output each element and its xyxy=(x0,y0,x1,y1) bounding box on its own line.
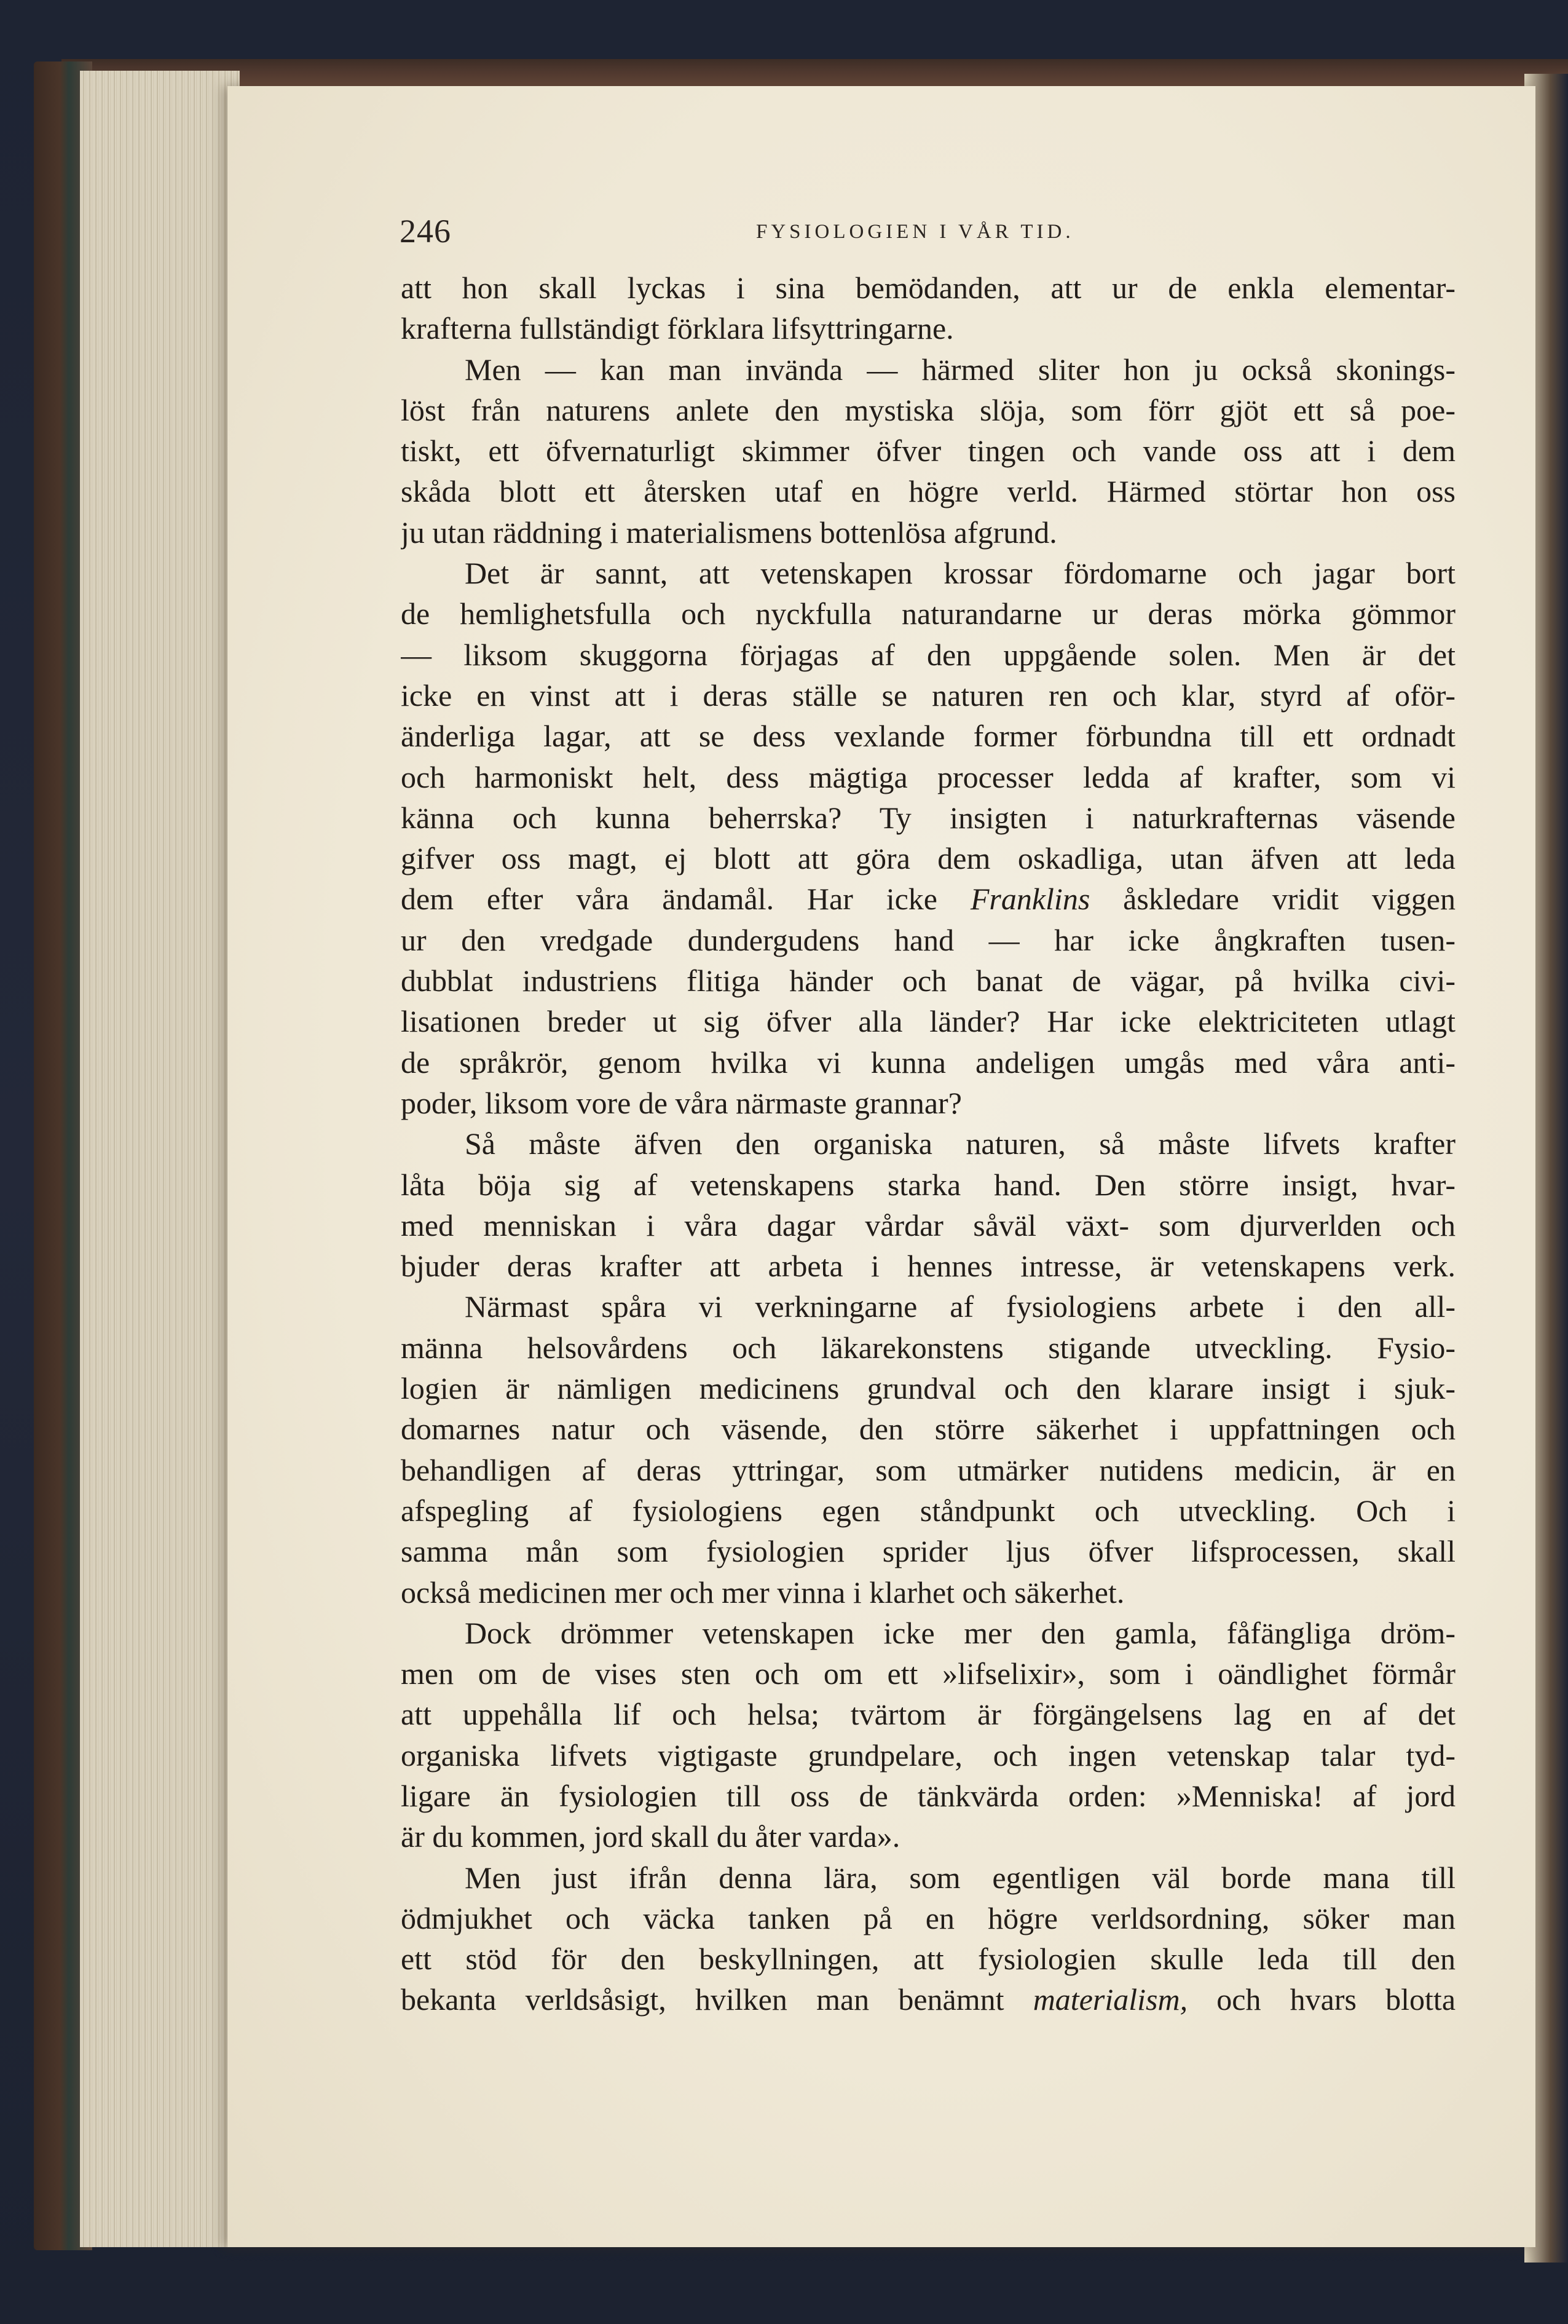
text-line: att hon skall lyckas i sina bemödanden, att ur de enkla elementar- xyxy=(401,271,1456,305)
text-line: Det är sannt, att vetenskapen krossar fördomarne och jagar bort xyxy=(465,556,1456,591)
text-line: och harmoniskt helt, dess mägtiga processer ledda af krafter, som vi xyxy=(401,759,1456,794)
text-line: männa helsovårdens och läkarekonstens stigande utveckling. Fysio- xyxy=(401,1330,1456,1365)
text-line: dubblat industriens flitiga händer och banat de vägar, på hvilka civi- xyxy=(401,963,1456,998)
text-line: Dock drömmer vetenskapen icke mer den gamla, fåfängliga dröm- xyxy=(465,1615,1456,1650)
text-line: Närmast spåra vi verkningarne af fysiologiens arbete i den all- xyxy=(465,1289,1456,1324)
text-line: med menniskan i våra dagar vårdar såväl växt- som djurverlden och xyxy=(401,1207,1456,1243)
text-line: Men — kan man invända — härmed sliter hon ju också skonings- xyxy=(465,352,1456,387)
text-line: tiskt, ett öfvernaturligt skimmer öfver tingen och vande oss att i dem xyxy=(401,433,1456,468)
text-line: ligare än fysiologien till oss de tänkvärda orden: »Menniska! af jord xyxy=(401,1778,1456,1813)
text-line-materialism xyxy=(401,1979,1456,2020)
text-line: att uppehålla lif och helsa; tvärtom är förgängelsens lag en af det xyxy=(401,1697,1456,1732)
text-line: krafterna fullständigt förklara lifsyttringarne. xyxy=(401,311,954,346)
page-stack-edges xyxy=(80,71,240,2247)
text-line: gifver oss magt, ej blott att göra dem oskadliga, utan äfven att leda xyxy=(401,841,1456,876)
text-line: också medicinen mer och mer vinna i klarhet och säkerhet. xyxy=(401,1575,1125,1610)
text-line: ett stöd för den beskyllningen, att fysiologien skulle leda till den xyxy=(401,1942,1456,1977)
materialism-italic: materialism, xyxy=(1033,1982,1188,2017)
text-line: — liksom skuggorna förjagas af den uppgående solen. Men är det xyxy=(401,637,1456,672)
franklins-italic: Franklins xyxy=(970,882,1090,917)
book-cover-top xyxy=(61,59,1568,90)
text-line: logien är nämligen medicinens grundval och den klarare insigt i sjuk- xyxy=(401,1371,1456,1406)
text-line: ju utan räddning i materialismens bottenlösa afgrund. xyxy=(401,515,1057,550)
text-line: afspegling af fysiologiens egen ståndpunkt och utveckling. Och i xyxy=(401,1493,1456,1528)
text-line: Men just ifrån denna lära, som egentligen väl borde mana till xyxy=(465,1860,1456,1895)
page-header xyxy=(400,212,1457,255)
text-line: poder, liksom vore de våra närmaste grannar? xyxy=(401,1085,962,1120)
text-line: lisationen breder ut sig öfver alla länder? Har icke elektriciteten utlagt xyxy=(401,1004,1456,1039)
text-line-franklins xyxy=(401,879,1456,919)
text-segment: dem efter våra ändamål. Har icke xyxy=(401,882,971,917)
text-line: bjuder deras krafter att arbeta i hennes intresse, är vetenskapens verk. xyxy=(401,1249,1456,1284)
text-line: samma mån som fysiologien sprider ljus öfver lifsprocessen, skall xyxy=(401,1534,1456,1569)
text-line: domarnes natur och väsende, den större säkerhet i uppfattningen och xyxy=(401,1412,1456,1447)
running-head: FYSIOLOGIEN I VÅR TID. xyxy=(756,221,1074,243)
text-line: ur den vredgade dundergudens hand — har icke ångkraften tusen- xyxy=(401,922,1456,957)
text-line: låta böja sig af vetenskapens starka hand. Den större insigt, hvar- xyxy=(401,1167,1456,1202)
text-line: de hemlighetsfulla och nyckfulla naturandarne ur deras mörka gömmor xyxy=(401,596,1456,631)
text-line: Så måste äfven den organiska naturen, så måste lifvets krafter xyxy=(465,1126,1456,1161)
text-line: icke en vinst att i deras ställe se naturen ren och klar, styrd af oför- xyxy=(401,678,1456,713)
body-text xyxy=(401,267,1456,2020)
text-segment: bekanta verldsåsigt, hvilken man benämnt xyxy=(401,1982,1033,2017)
text-line: änderliga lagar, att se dess vexlande former förbundna till ett ordnadt xyxy=(401,719,1456,754)
text-line: de språkrör, genom hvilka vi kunna andeligen umgås med våra anti- xyxy=(401,1045,1456,1080)
text-segment: åskledare vridit viggen xyxy=(1090,882,1456,917)
text-line: är du kommen, jord skall du åter varda». xyxy=(401,1819,900,1854)
text-line: men om de vises sten och om ett »lifselixir», som i oändlighet förmår xyxy=(401,1656,1456,1691)
text-line: känna och kunna beherrska? Ty insigten i naturkrafternas väsende xyxy=(401,800,1456,835)
page-number: 246 xyxy=(400,213,451,250)
text-segment: och hvars blotta xyxy=(1216,1982,1456,2017)
text-line: organiska lifvets vigtigaste grundpelare, och ingen vetenskap talar tyd- xyxy=(401,1737,1456,1773)
text-line: behandligen af deras yttringar, som utmärker nutidens medicin, är en xyxy=(401,1452,1456,1487)
text-line: ödmjukhet och väcka tanken på en högre verldsordning, söker man xyxy=(401,1900,1456,1935)
text-line: skåda blott ett återsken utaf en högre verld. Härmed störtar hon oss xyxy=(401,474,1456,509)
text-line: löst från naturens anlete den mystiska slöja, som förr gjöt ett så poe- xyxy=(401,392,1456,427)
